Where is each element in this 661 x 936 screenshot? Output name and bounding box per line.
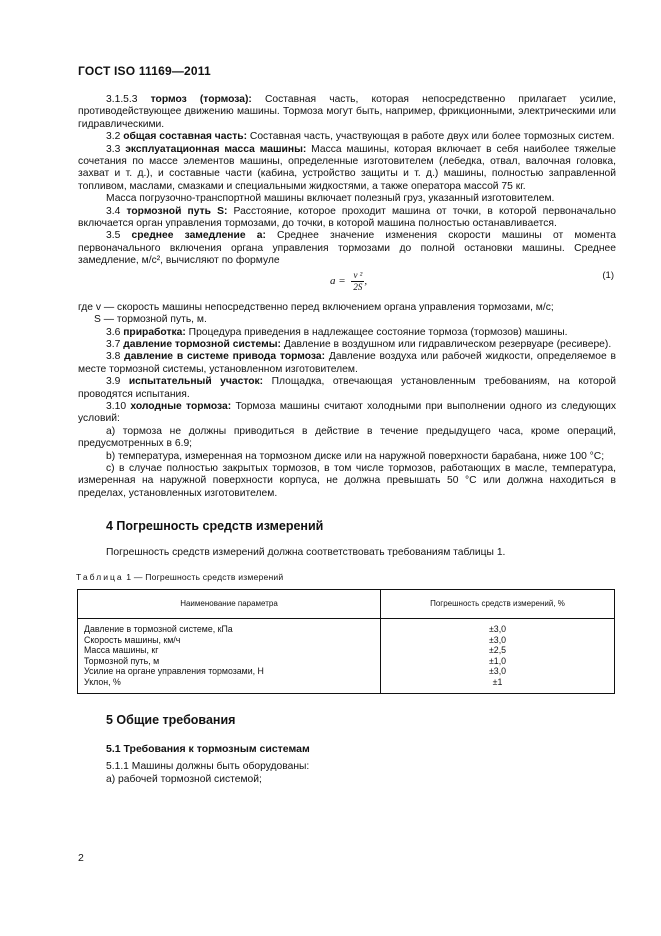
term: давление в системе привода тормоза: [124,351,326,363]
section-5-title: 5 Общие требования [106,713,236,728]
section-4-title: 4 Погрешность средств измерений [106,519,324,534]
formula-fraction [351,270,364,293]
definition-paragraph [78,144,616,194]
definition-text: Составная часть, участвующая в работе двух или более тормозных систем. [247,131,615,143]
term: тормозной путь S: [126,205,228,217]
clause-number: 3.8 [106,351,121,363]
term: давление тормозной системы: [123,338,281,350]
page-number: 2 [78,852,84,864]
definition-paragraph [78,451,616,463]
table-caption-word: Таблица [76,572,124,582]
error-cell: ±1,0 [381,656,615,667]
table-header-error: Погрешность средств измерений, % [381,590,615,619]
definition-text: Давление воздуха или рабочей жидкости, определяемое в месте тормозной системы, установленном изготовителем. [78,351,616,375]
definition-paragraph [78,463,616,500]
measurement-error-table [77,589,615,694]
parameter-cell: Скорость машины, км/ч [78,635,381,646]
definition-paragraph [78,339,616,351]
formula-numerator: v ² [353,269,363,280]
clause-number: 3.10 [106,400,127,412]
error-cell: ±2,5 [381,645,615,656]
parameter-cell: Усилие на органе управления тормозами, Н [78,666,381,677]
parameter-cell: Масса машины, кг [78,645,381,656]
clause-number: 3.6 [106,326,121,338]
definition-text: a) тормоза не должны приводиться в действие в течение предыдущего часа, кроме операций, предусмотренных в 6.9; [78,425,616,450]
formula-denominator: 2S [353,281,363,292]
definition-text: Масса машины, которая включает в себя наиболее тяжелые сочетания по массе элементов машины, определенные изготовителем (лебедка, отвал, валочная головка, захват и т. д.), и составные части (кабина, устройство защиты и т. д.) машины, полностью заправленной топливом, маслами, смазками и специальными жидкостями, а также оператора массой 75 кг. [78,143,616,192]
definition-text: c) в случае полностью закрытых тормозов, в том числе тормозов, работающих в масле, температура, измеренная на наружной поверхности корпуса, не должна превышать 50 °C или должна находиться в пределах, установленных изготовителем. [78,462,616,499]
formula-1 [78,268,616,302]
term: общая составная часть: [123,131,248,143]
definition-paragraph [78,206,616,231]
formula-expression [330,270,367,293]
definition-paragraph [78,401,616,426]
definition-text: Составная часть, которая непосредственно прилагает усилие, противодействующее движению машины. Тормоза могут быть, например, фрикционными, электрическими или гидравлическими. [78,94,616,130]
formula-lhs: a = [330,274,346,287]
parameter-cell: Тормозной путь, м [78,656,381,667]
table-row [78,619,615,635]
table-caption-text: 1 — Погрешность средств измерений [123,572,284,582]
definition-paragraph [78,376,616,401]
definition-paragraph [78,230,616,267]
clause-number: 3.5 [106,230,121,242]
term: холодные тормоза: [130,400,232,412]
table-row [78,666,615,677]
clause-number: 3.4 [106,205,121,217]
table-header-parameter: Наименование параметра [78,590,381,619]
standard-header: ГОСТ ISO 11169—2011 [78,64,211,78]
error-cell: ±3,0 [381,619,615,635]
error-cell: ±1 [381,677,615,694]
term: приработка: [123,326,186,338]
definitions-block-1 [78,94,616,268]
clause-number: 3.7 [106,338,121,350]
table-row [78,635,615,646]
table-row [78,656,615,667]
definition-text: Процедура приведения в надлежащее состояние тормоза (тормозов) машины. [185,326,568,338]
definition-text: Среднее значение изменения скорости машины от момента первоначального включения органа управления тормозами до полной остановки машины. Среднее замедление, м/с², вычисляют по формуле [78,230,616,267]
definitions-block-2 [78,327,616,501]
formula-number: (1) [602,269,614,281]
term: эксплуатационная масса машины: [125,143,307,155]
subsection-5-1-title: 5.1 Требования к тормозным системам [106,742,310,755]
clause-number: 3.2 [106,131,121,143]
definition-text: b) температура, измеренная на тормозном диске или на наружной поверхности барабана, ниже 100 °C; [106,450,605,462]
definition-paragraph [78,426,616,451]
definition-paragraph [78,327,616,339]
parameter-cell: Уклон, % [78,677,381,694]
clause-number: 3.9 [106,376,121,388]
where-line-v: где v — скорость машины непосредственно перед включением органа управления тормозами, м/с; [78,301,554,313]
term: тормоз (тормоза): [150,94,252,105]
definition-paragraph [78,94,616,131]
definition-paragraph [78,131,616,143]
clause-number: 3.3 [106,143,121,155]
table-caption [76,571,616,583]
definition-paragraph [78,193,616,205]
clause-number: 3.1.5.3 [106,94,138,105]
table-row [78,645,615,656]
clause-5-1-1-a: a) рабочей тормозной системой; [106,773,262,785]
error-cell: ±3,0 [381,635,615,646]
term: испытательный участок: [128,376,264,388]
parameter-cell: Давление в тормозной системе, кПа [78,619,381,635]
definition-text: Расстояние, которое проходит машина от точки, в которой первоначально включается орган управления тормозами, до точки, в которой машина полностью останавливается. [78,205,616,230]
table-row [78,677,615,694]
where-line-s: S — тормозной путь, м. [94,314,207,326]
definition-text: Давление в воздушном или гидравлическом резервуаре (ресивере). [281,338,612,350]
definition-text: Тормоза машины считают холодными при выполнении одного из следующих условий: [78,400,616,425]
formula-tail: , [364,274,368,287]
term: среднее замедление a: [131,230,266,242]
definition-text: Масса погрузочно-транспортной машины включает полезный груз, указанный изготовителем. [106,193,555,205]
definition-paragraph [78,351,616,376]
document-body [78,94,616,786]
clause-5-1-1: 5.1.1 Машины должны быть оборудованы: [106,761,310,773]
error-cell: ±3,0 [381,666,615,677]
section-4-text: Погрешность средств измерений должна соответствовать требованиям таблицы 1. [106,546,506,558]
table-body [78,619,615,694]
definition-text: Площадка, отвечающая установленным требованиям, на которой проводятся испытания. [78,376,616,400]
